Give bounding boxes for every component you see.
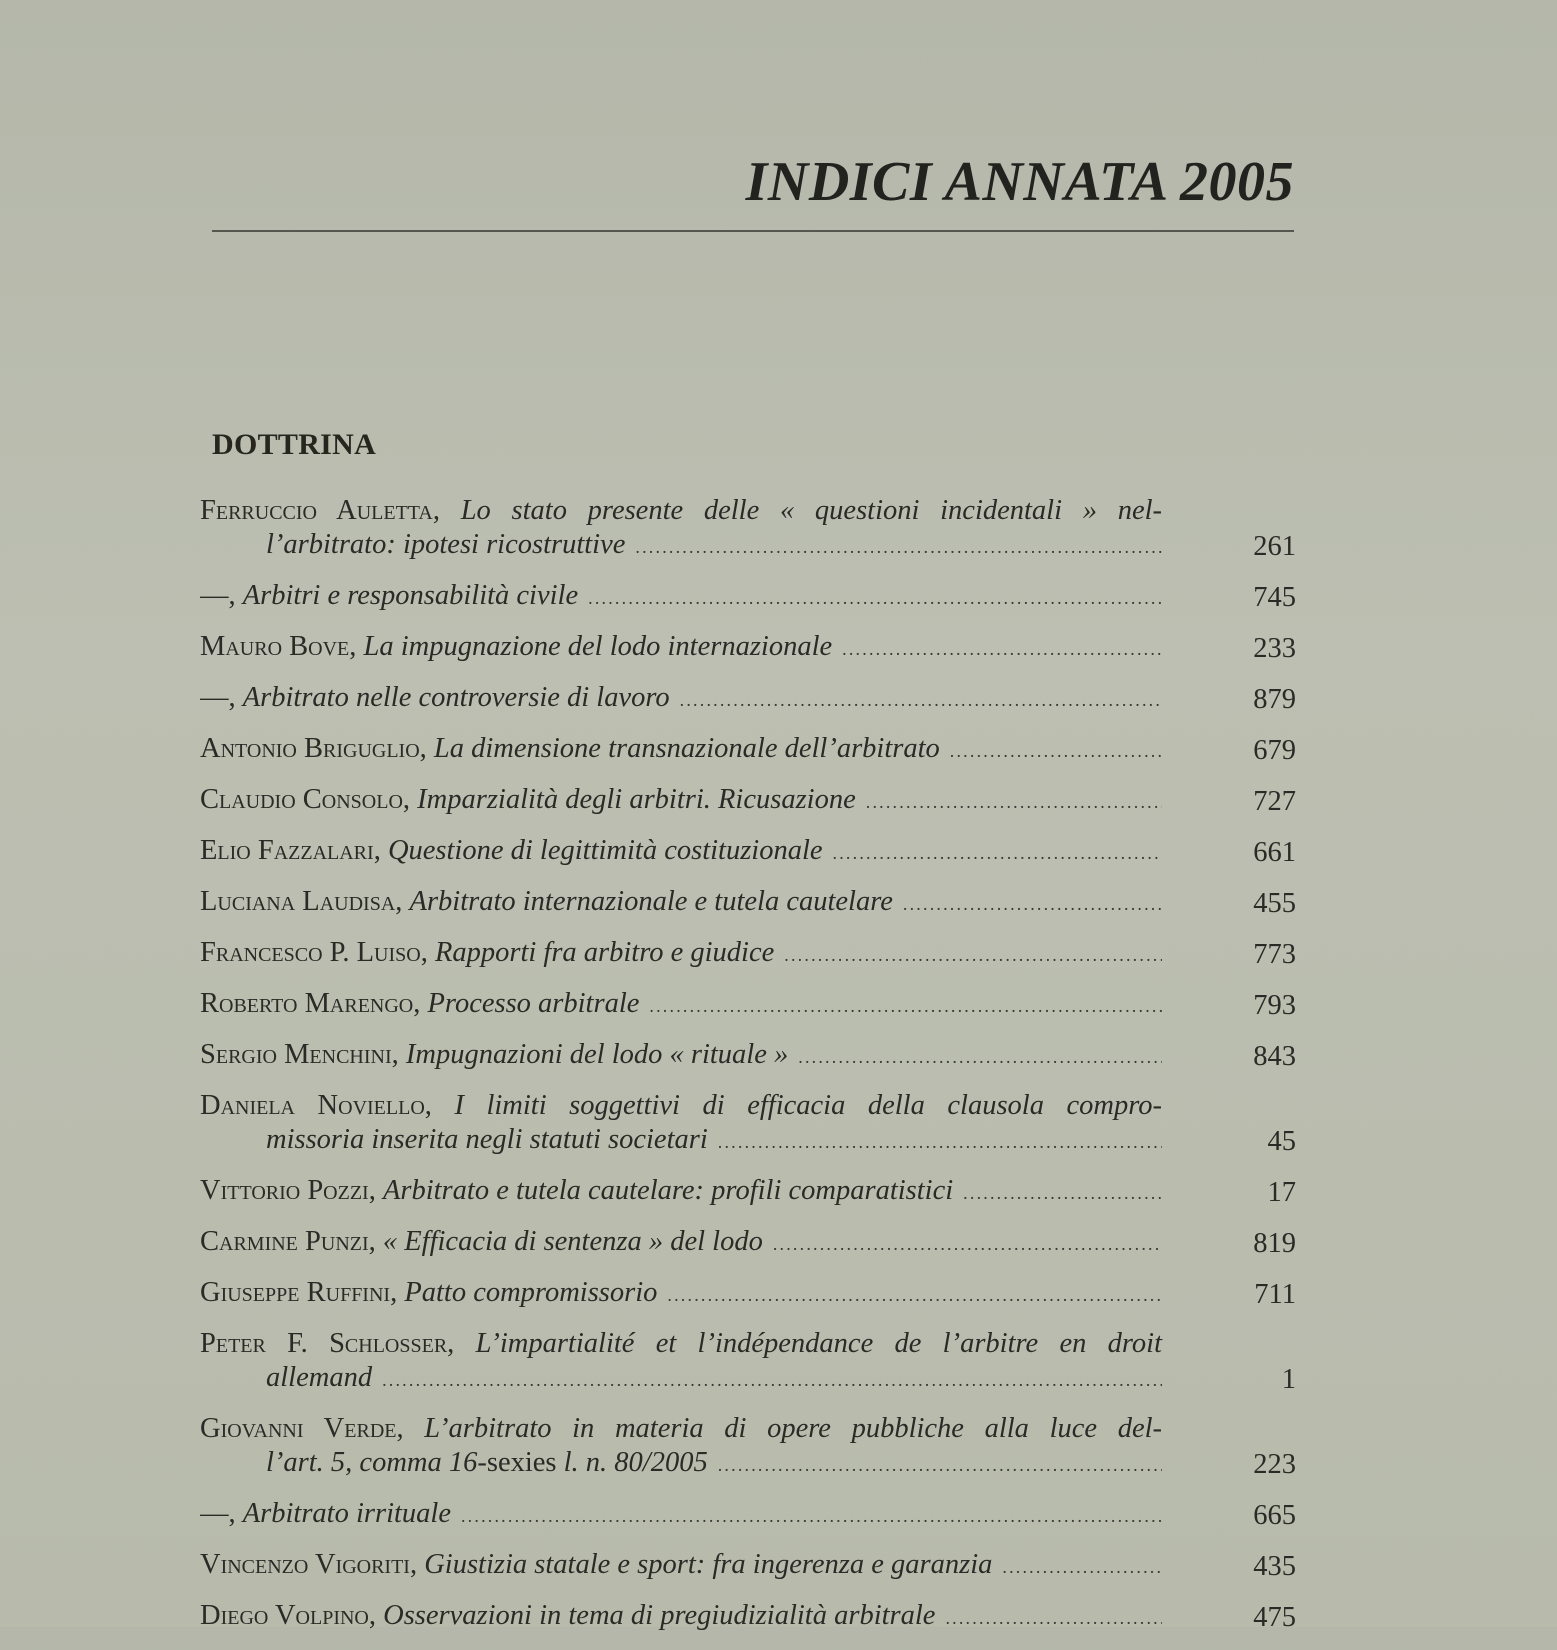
index-entry: Peter F. Schlosser, L’impartialité et l’indépendance de l’arbitre en droit allemand ..... 1	[200, 1327, 1296, 1397]
entry-title: Patto compromissorio	[404, 1277, 658, 1308]
index-entry: —, Arbitrato irrituale ..... 665	[200, 1497, 1296, 1533]
entry-author: Daniela Noviello	[200, 1090, 425, 1121]
entry-author: Giuseppe Ruffini	[200, 1277, 391, 1308]
index-entry: Vincenzo Vigoriti, Giustizia statale e sport: fra ingerenza e garanzia ..... 435	[200, 1548, 1296, 1584]
entry-title: La impugnazione del lodo internazionale	[363, 631, 833, 662]
entry-title: La dimensione transnazionale dell’arbitrato	[433, 733, 940, 764]
entry-page-number: 455	[1253, 888, 1296, 919]
entry-author: Claudio Consolo	[200, 784, 403, 815]
entry-page-number: 17	[1267, 1177, 1296, 1208]
index-entry: Luciana Laudisa, Arbitrato internazionale e tutela cautelare ..... 455	[200, 885, 1296, 921]
entry-page-number: 793	[1253, 990, 1296, 1021]
leader-dots	[866, 785, 1162, 819]
leader-dots	[842, 632, 1162, 666]
entry-page-number: 223	[1253, 1449, 1296, 1480]
entry-title: Arbitrato nelle controversie di lavoro	[242, 682, 670, 713]
index-entry: —, Arbitri e responsabilità civile ..... 745	[200, 579, 1296, 615]
index-entry: Antonio Briguglio, La dimensione transnazionale dell’arbitrato ..... 679	[200, 732, 1296, 768]
entry-author: Carmine Punzi	[200, 1226, 369, 1257]
index-entry: Ferruccio Auletta, Lo stato presente delle « questioni incidentali » nel- l’arbitrato: ipotesi ricostruttive ..... 261	[200, 494, 1296, 564]
header	[212, 150, 1294, 232]
leader-dots	[382, 1363, 1162, 1397]
leader-dots	[963, 1176, 1162, 1210]
entry-title: Imparzialità degli arbitri. Ricusazione	[417, 784, 856, 815]
entry-page-number: 475	[1253, 1602, 1296, 1633]
index-entry: Elio Fazzalari, Questione di legittimità costituzionale ..... 661	[200, 834, 1296, 870]
index-entry: Giuseppe Ruffini, Patto compromissorio ..... 711	[200, 1276, 1296, 1312]
leader-dots	[950, 734, 1162, 768]
index-entry: Francesco P. Luiso, Rapporti fra arbitro e giudice ..... 773	[200, 936, 1296, 972]
leader-dots	[635, 530, 1162, 564]
entry-page-number: 711	[1254, 1279, 1296, 1310]
entry-author: Diego Volpino	[200, 1600, 369, 1631]
leader-dots	[798, 1040, 1162, 1074]
entry-title: I limiti soggettivi di efficacia della clausola compro-	[454, 1090, 1163, 1121]
entry-title: Arbitrato e tutela cautelare: profili comparatistici	[382, 1175, 954, 1206]
leader-dots	[945, 1601, 1162, 1635]
leader-dots	[903, 887, 1162, 921]
index-list	[200, 494, 1296, 1650]
index-entry: —, Arbitrato nelle controversie di lavoro ..... 879	[200, 681, 1296, 717]
index-entry: Roberto Marengo, Processo arbitrale ..... 793	[200, 987, 1296, 1023]
entry-author: Peter F. Schlosser	[200, 1328, 448, 1359]
entry-title: Osservazioni in tema di pregiudizialità arbitrale	[383, 1600, 936, 1631]
entry-author: Sergio Menchini	[200, 1039, 392, 1070]
entry-author: Francesco P. Luiso	[200, 937, 421, 968]
entry-title: Arbitrato internazionale e tutela cautelare	[409, 886, 893, 917]
leader-dots	[588, 581, 1162, 615]
index-entry: Sergio Menchini, Impugnazioni del lodo « rituale » ..... 843	[200, 1038, 1296, 1074]
entry-page-number: 665	[1253, 1500, 1296, 1531]
leader-dots	[461, 1499, 1162, 1533]
entry-title: Lo stato presente delle « questioni incidentali » nel-	[460, 495, 1163, 526]
leader-dots	[784, 938, 1162, 972]
entry-author: Luciana Laudisa	[200, 886, 396, 917]
entry-page-number: 727	[1253, 786, 1296, 817]
index-entry: Giovanni Verde, L’arbitrato in materia di opere pubbliche alla luce del- l’art. 5, comma 16-sexies l. n. 80/2005 ..... 223	[200, 1412, 1296, 1482]
entry-page-number: 679	[1253, 735, 1296, 766]
entry-page-number: 879	[1253, 684, 1296, 715]
entry-author: Vittorio Pozzi	[200, 1175, 369, 1206]
entry-page-number: 661	[1253, 837, 1296, 868]
entry-author: Vincenzo Vigoriti	[200, 1549, 410, 1580]
section-heading: DOTTRINA	[212, 428, 377, 461]
index-entry: Daniela Noviello, I limiti soggettivi di efficacia della clausola compro- missoria inserita negli statuti societari ..... 45	[200, 1089, 1296, 1159]
entry-title: Rapporti fra arbitro e giudice	[434, 937, 775, 968]
leader-dots	[718, 1448, 1162, 1482]
entry-page-number: 745	[1253, 582, 1296, 613]
entry-author: Mauro Bove	[200, 631, 350, 662]
page-title: INDICI ANNATA 2005	[745, 151, 1294, 213]
entry-title: Processo arbitrale	[427, 988, 640, 1019]
leader-dots	[649, 989, 1162, 1023]
leader-dots	[773, 1227, 1162, 1261]
index-entry: Diego Volpino, Osservazioni in tema di pregiudizialità arbitrale ..... 475	[200, 1599, 1296, 1635]
entry-page-number: 819	[1253, 1228, 1296, 1259]
entry-page-number: 1	[1281, 1364, 1296, 1395]
entry-title: Impugnazioni del lodo « rituale »	[405, 1039, 789, 1070]
entry-title: Giustizia statale e sport: fra ingerenza e garanzia	[424, 1549, 993, 1580]
entry-author: Giovanni Verde	[200, 1413, 397, 1444]
entry-title-continued: allemand	[266, 1362, 373, 1393]
entry-author: Roberto Marengo	[200, 988, 414, 1019]
index-entry: Vittorio Pozzi, Arbitrato e tutela cautelare: profili comparatistici ..... 17	[200, 1174, 1296, 1210]
leader-dots	[680, 683, 1162, 717]
entry-page-number: 773	[1253, 939, 1296, 970]
entry-title: « Efficacia di sentenza » del lodo	[382, 1226, 763, 1257]
leader-dots	[667, 1278, 1162, 1312]
entry-title-continued: l’arbitrato: ipotesi ricostruttive	[266, 529, 626, 560]
index-entry: Claudio Consolo, Imparzialità degli arbitri. Ricusazione ..... 727	[200, 783, 1296, 819]
entry-title: L’impartialité et l’indépendance de l’arbitre en droit	[475, 1328, 1162, 1359]
entry-title: Arbitri e responsabilità civile	[242, 580, 579, 611]
entry-page-number: 435	[1253, 1551, 1296, 1582]
entry-title: L’arbitrato in materia di opere pubbliche alla luce del-	[424, 1413, 1163, 1444]
entry-title-continued-end: l. n. 80/2005	[556, 1447, 708, 1478]
entry-author: Elio Fazzalari	[200, 835, 374, 866]
entry-page-number: 843	[1253, 1041, 1296, 1072]
entry-title: Arbitrato irrituale	[242, 1498, 451, 1529]
leader-dots	[1002, 1550, 1162, 1584]
leader-dots	[718, 1125, 1162, 1159]
entry-page-number: 233	[1253, 633, 1296, 664]
entry-title: Questione di legittimità costituzionale	[387, 835, 823, 866]
entry-title-continued: l’art. 5, comma 16-	[266, 1447, 487, 1478]
entry-author: Antonio Briguglio	[200, 733, 420, 764]
index-entry: Carmine Punzi, « Efficacia di sentenza » del lodo ..... 819	[200, 1225, 1296, 1261]
entry-author: Ferruccio Auletta	[200, 495, 433, 526]
entry-title-roman: sexies	[486, 1447, 557, 1478]
entry-author: —	[200, 1498, 229, 1529]
entry-author: —	[200, 580, 229, 611]
entry-title-continued: missoria inserita negli statuti societari	[266, 1124, 708, 1155]
entry-page-number: 261	[1253, 531, 1296, 562]
index-entry: Mauro Bove, La impugnazione del lodo internazionale ..... 233	[200, 630, 1296, 666]
entry-author: —	[200, 682, 229, 713]
leader-dots	[833, 836, 1162, 870]
entry-page-number: 45	[1267, 1126, 1296, 1157]
